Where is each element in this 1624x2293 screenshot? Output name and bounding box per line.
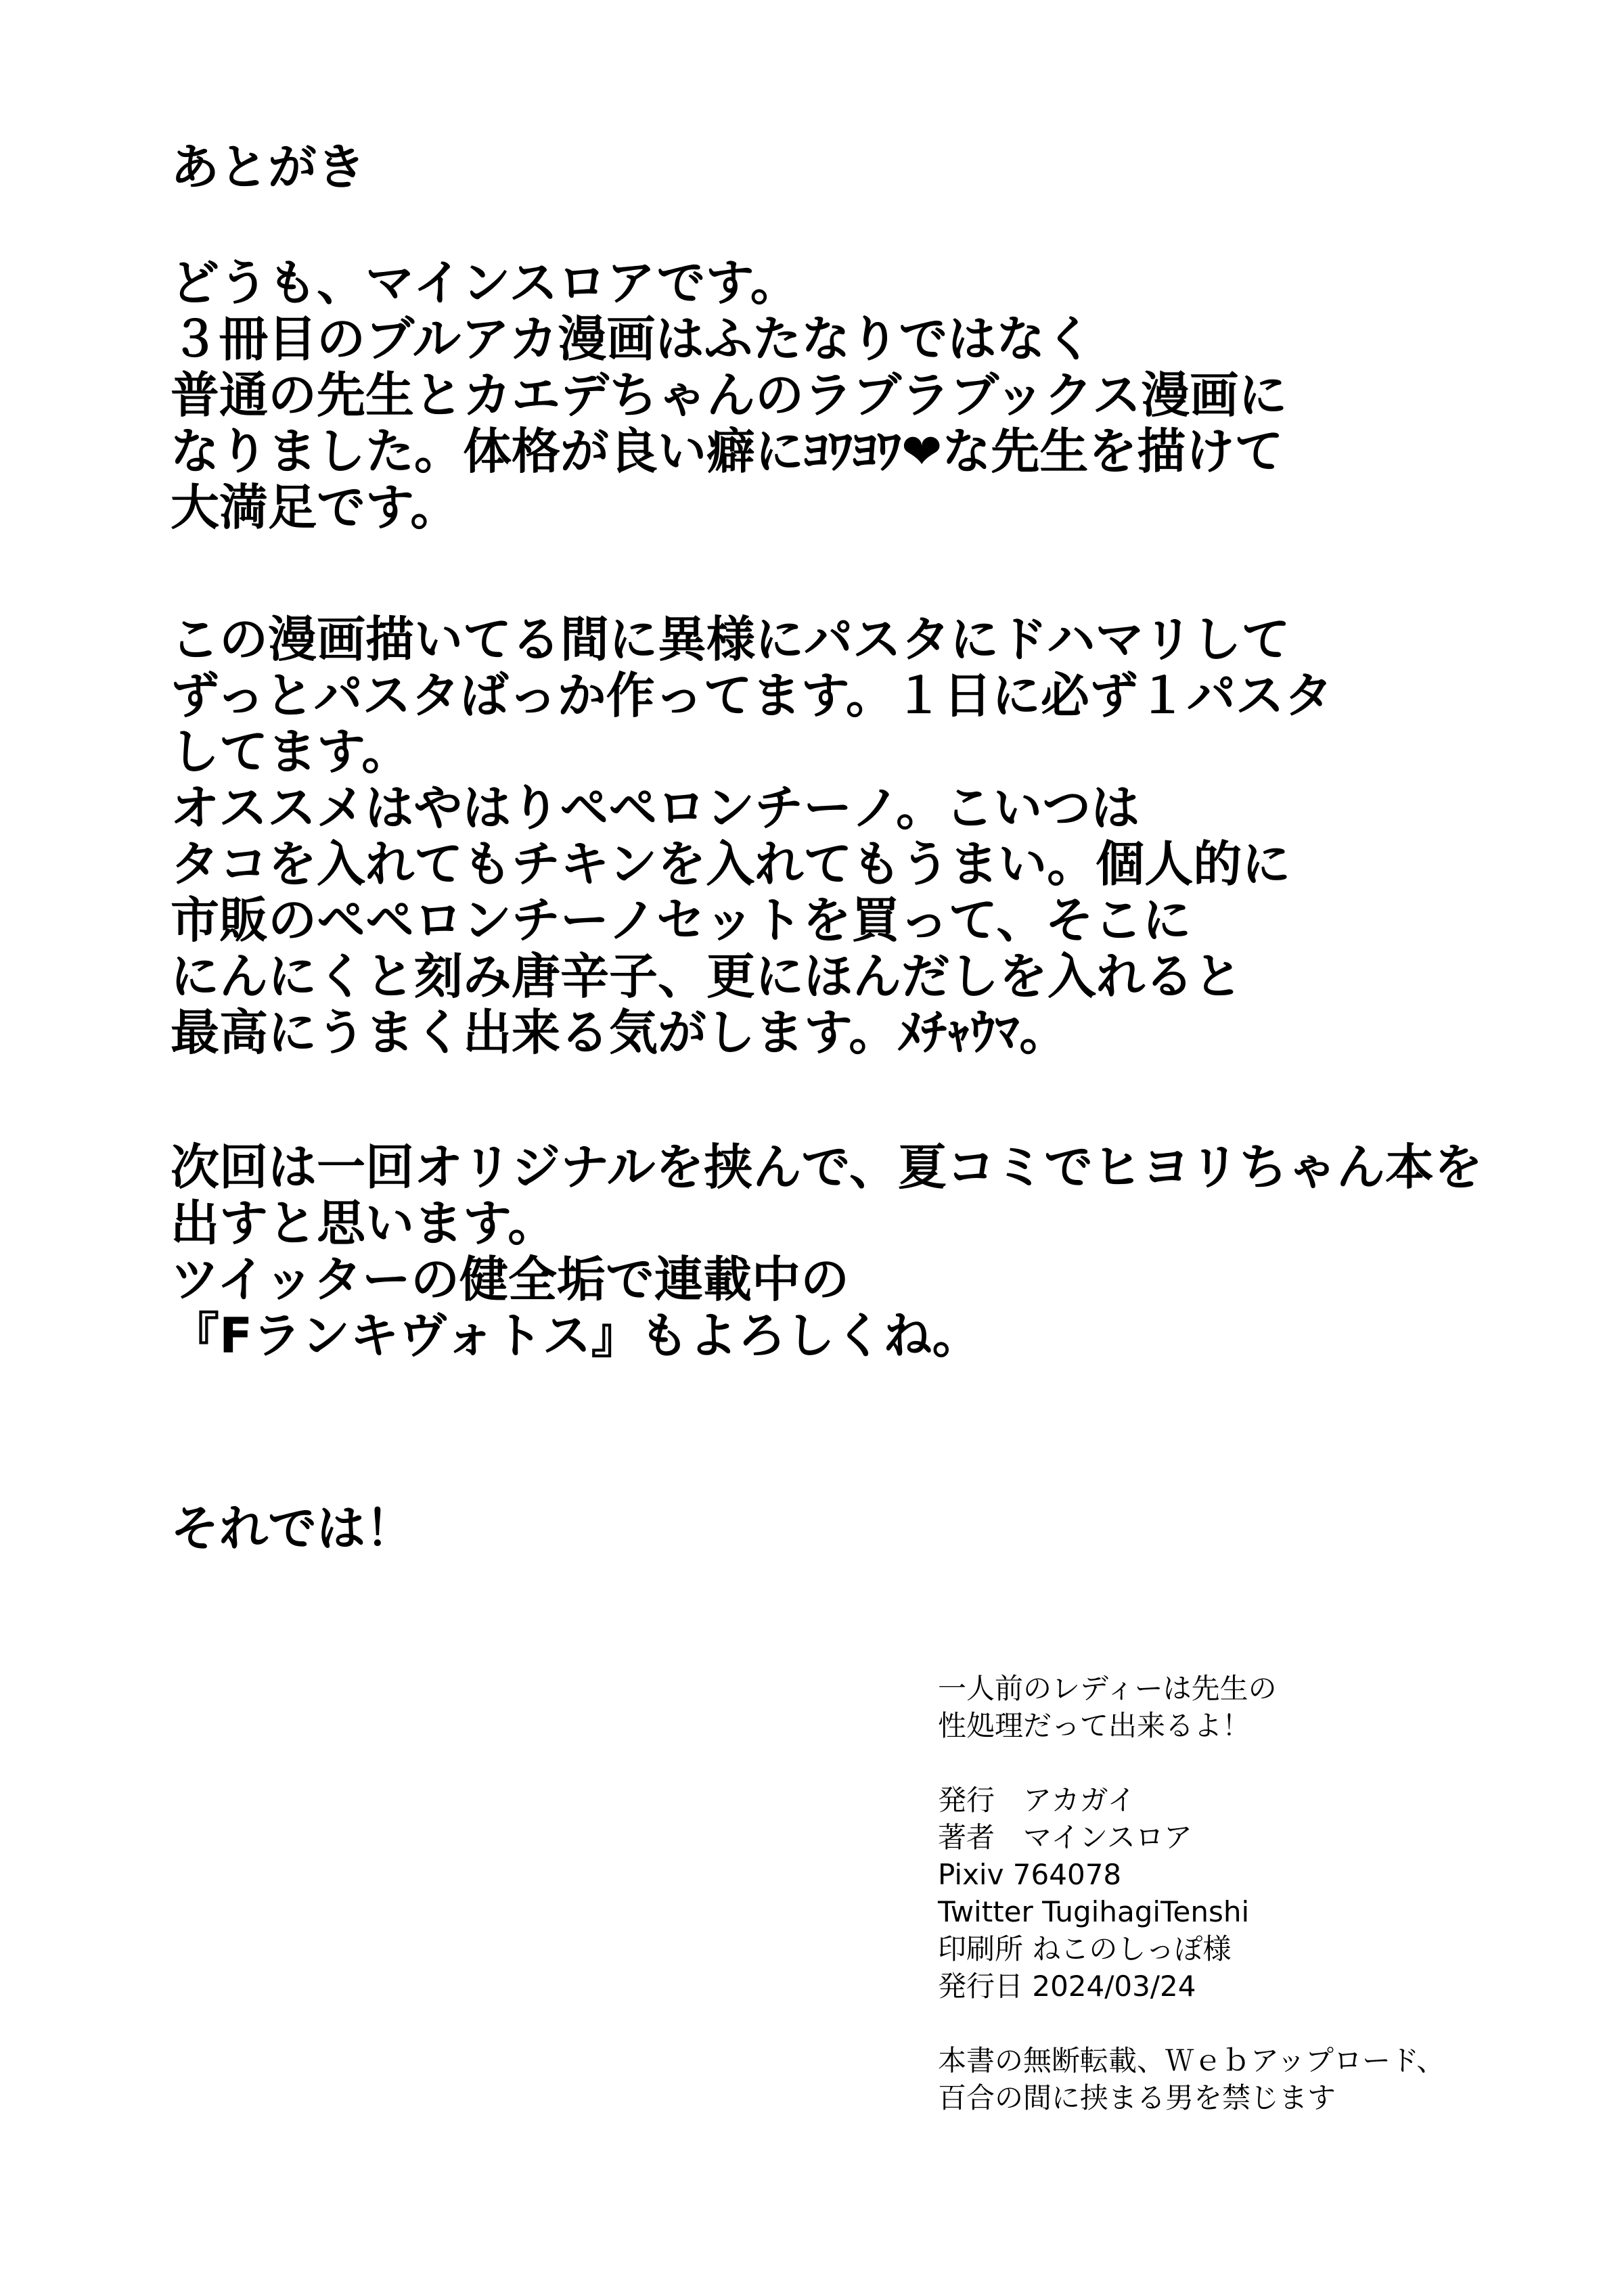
paragraph1-line-5: 大満足です。 bbox=[171, 479, 459, 536]
paragraph2-line-4: オススメはやはりペペロンチーノ。こいつは bbox=[171, 779, 1140, 836]
paragraph2-line-6: 市販のペペロンチーノセットを買って、そこに bbox=[171, 892, 1192, 949]
colophon-publisher: 発行 アカガイ bbox=[938, 1784, 1136, 1817]
paragraph2-line-1: この漫画描いてる間に異様にパスタにドハマリして bbox=[171, 611, 1290, 668]
paragraph1-line-4: なりました。体格が良い癖にﾖﾜﾖﾜ❤な先生を描けて bbox=[171, 423, 1284, 480]
paragraph1-line-3: 普通の先生とカエデちゃんのラブラブックス漫画に bbox=[171, 367, 1288, 424]
paragraph3-line-2: 出すと思います。 bbox=[171, 1195, 557, 1252]
paragraph3-line-3: ツイッターの健全垢で連載中の bbox=[171, 1251, 849, 1308]
paragraph1-line-2: ３冊目のブルアカ漫画はふたなりではなく bbox=[171, 311, 1094, 367]
afterword-closing: それでは！ bbox=[171, 1500, 415, 1557]
colophon-author: 著者 マインスロア bbox=[938, 1821, 1192, 1854]
colophon-notice-line-2: 百合の間に挟まる男を禁じます bbox=[938, 2081, 1336, 2114]
paragraph2-line-2: ずっとパスタばっか作ってます。１日に必ず１パスタ bbox=[171, 667, 1333, 724]
paragraph3-line-4: 『Fランキヴォトス』もよろしくね。 bbox=[171, 1307, 981, 1364]
colophon-twitter: Twitter TugihagiTenshi bbox=[938, 1895, 1250, 1928]
paragraph2-line-5: タコを入れてもチキンを入れてもうまい。個人的に bbox=[171, 836, 1291, 892]
colophon-printer: 印刷所 ねこのしっぽ様 bbox=[938, 1932, 1232, 1966]
colophon-date: 発行日 2024/03/24 bbox=[938, 1970, 1196, 2003]
colophon-title-line-2: 性処理だって出来るよ！ bbox=[938, 1709, 1251, 1742]
paragraph1-line-1: どうも、マインスロアです。 bbox=[171, 254, 799, 311]
paragraph2-line-7: にんにくと刻み唐辛子、更にほんだしを入れると bbox=[171, 948, 1243, 1005]
paragraph2-line-8: 最高にうまく出来る気がします。ﾒﾁｬｳﾏ。 bbox=[171, 1004, 1068, 1061]
colophon-title-line-1: 一人前のレディーは先生の bbox=[938, 1672, 1277, 1705]
paragraph2-line-3: してます。 bbox=[171, 723, 411, 780]
paragraph3-line-1: 次回は一回オリジナルを挟んで、夏コミでヒヨリちゃん本を bbox=[171, 1139, 1483, 1196]
colophon-notice-line-1: 本書の無断転載、Ｗｅｂアップロード、 bbox=[938, 2044, 1445, 2077]
colophon-pixiv: Pixiv 764078 bbox=[938, 1858, 1122, 1891]
afterword-heading: あとがき bbox=[171, 139, 366, 196]
